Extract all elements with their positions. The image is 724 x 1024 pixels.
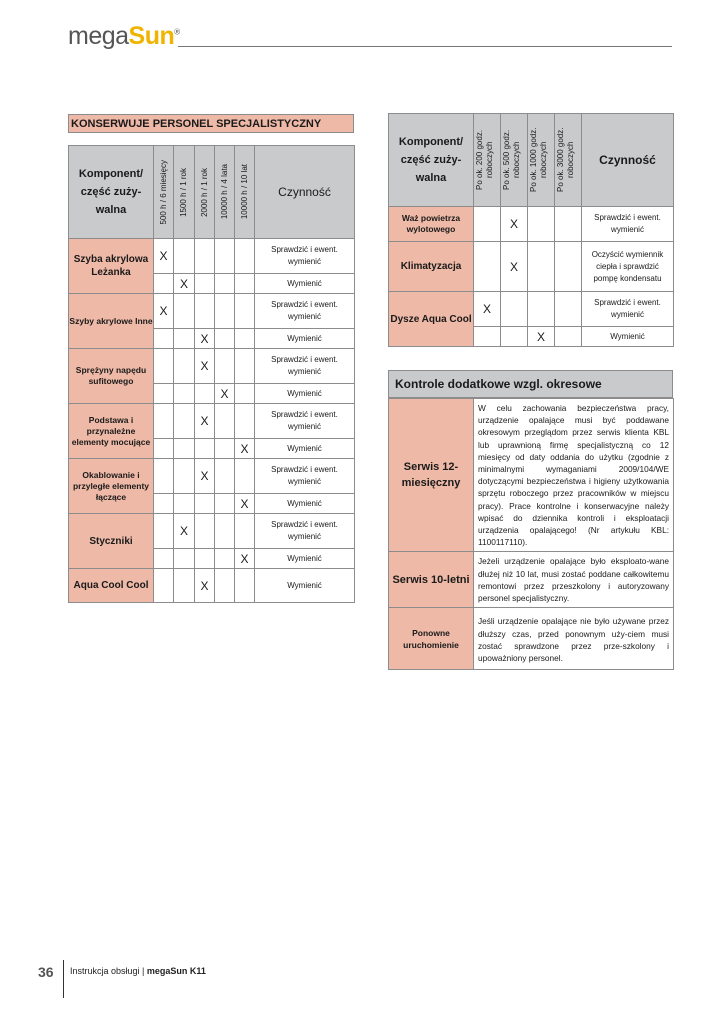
interval-mark (528, 207, 555, 242)
left-header-interval: 10000 h / 4 lata (215, 146, 235, 239)
interval-mark: X (195, 404, 215, 439)
page-number: 36 (38, 964, 54, 980)
interval-mark: X (474, 292, 501, 327)
component-cell: Szyba akrylowa Leżanka (69, 239, 154, 294)
interval-mark (174, 549, 195, 569)
control-text: Jeśli urządzenie opalające nie było używane przez dłuższy czas, przed ponownym uży-ciem musi zostać sprawdzone przez prze-szkolony i upoważniony personel. (474, 608, 674, 670)
left-table-title: KONSERWUJE PERSONEL SPECJALISTYCZNY (68, 114, 354, 133)
action-cell: Sprawdzić i ewent. wymienić (255, 404, 355, 439)
interval-mark (474, 207, 501, 242)
controls-table (388, 398, 674, 670)
right-maintenance-table (388, 113, 674, 347)
right-header-action: Czynność (582, 114, 674, 207)
interval-mark (154, 404, 174, 439)
action-cell: Wymienić (255, 549, 355, 569)
interval-mark: X (501, 242, 528, 292)
interval-mark (174, 239, 195, 274)
brand-logo: megaSun® (68, 22, 180, 50)
interval-mark (174, 349, 195, 384)
interval-mark (235, 514, 255, 549)
action-cell: Wymienić (255, 384, 355, 404)
controls-title: Kontrole dodatkowe wzgl. okresowe (388, 370, 673, 398)
right-header-component: Komponent/ część zuży-walna (389, 114, 474, 207)
interval-mark: X (174, 514, 195, 549)
interval-mark (235, 349, 255, 384)
interval-mark (215, 569, 235, 603)
interval-mark (195, 514, 215, 549)
action-cell: Sprawdzić i ewent. wymienić (255, 294, 355, 329)
left-header-interval: 500 h / 6 miesięcy (154, 146, 174, 239)
interval-mark (154, 549, 174, 569)
interval-mark (215, 404, 235, 439)
left-maintenance-table (68, 145, 355, 603)
action-cell: Wymienić (255, 569, 355, 603)
interval-mark: X (235, 439, 255, 459)
interval-mark: X (195, 569, 215, 603)
interval-mark (154, 274, 174, 294)
interval-mark (215, 239, 235, 274)
action-cell: Sprawdzić i ewent. wymienić (255, 514, 355, 549)
interval-mark (174, 439, 195, 459)
action-cell: Sprawdzić i ewent. wymienić (255, 349, 355, 384)
action-cell: Sprawdzić i ewent. wymienić (582, 207, 674, 242)
interval-mark: X (235, 494, 255, 514)
component-cell: Aqua Cool Cool (69, 569, 154, 603)
interval-mark (174, 384, 195, 404)
interval-mark (215, 274, 235, 294)
header-rule (178, 46, 672, 47)
interval-mark: X (215, 384, 235, 404)
interval-mark: X (235, 549, 255, 569)
interval-mark: X (528, 327, 555, 347)
interval-mark (215, 549, 235, 569)
interval-mark: X (195, 349, 215, 384)
right-header-interval: Po ok. 500 godz. roboczych (501, 114, 528, 207)
control-label: Ponowne uruchomienie (389, 608, 474, 670)
interval-mark (215, 459, 235, 494)
interval-mark (235, 384, 255, 404)
interval-mark (215, 349, 235, 384)
interval-mark: X (195, 329, 215, 349)
component-cell: Szyby akrylowe Inne (69, 294, 154, 349)
interval-mark (174, 459, 195, 494)
footer-text: Instrukcja obsługi | megaSun K11 (70, 966, 206, 976)
interval-mark (501, 292, 528, 327)
interval-mark (235, 239, 255, 274)
action-cell: Wymienić (255, 329, 355, 349)
right-header-interval: Po ok. 200 godz. roboczych (474, 114, 501, 207)
component-cell: Styczniki (69, 514, 154, 569)
component-cell: Sprężyny napędu sufitowego (69, 349, 154, 404)
control-label: Serwis 10-letni (389, 552, 474, 608)
interval-mark (555, 207, 582, 242)
interval-mark (235, 329, 255, 349)
interval-mark (235, 569, 255, 603)
action-cell: Wymienić (582, 327, 674, 347)
interval-mark (174, 569, 195, 603)
interval-mark: X (154, 239, 174, 274)
interval-mark (174, 329, 195, 349)
interval-mark (154, 349, 174, 384)
interval-mark (555, 327, 582, 347)
action-cell: Sprawdzić i ewent. wymienić (255, 239, 355, 274)
interval-mark (154, 569, 174, 603)
interval-mark (154, 494, 174, 514)
interval-mark (474, 242, 501, 292)
interval-mark (528, 292, 555, 327)
right-header-interval: Po ok. 1000 godz. roboczych (528, 114, 555, 207)
interval-mark (215, 494, 235, 514)
control-label: Serwis 12-miesięczny (389, 399, 474, 552)
interval-mark (195, 274, 215, 294)
interval-mark: X (195, 459, 215, 494)
left-header-interval: 2000 h / 1 rok (195, 146, 215, 239)
interval-mark (154, 439, 174, 459)
left-header-action: Czynność (255, 146, 355, 239)
interval-mark (195, 384, 215, 404)
interval-mark (154, 514, 174, 549)
action-cell: Sprawdzić i ewent. wymienić (582, 292, 674, 327)
interval-mark (195, 494, 215, 514)
interval-mark (235, 294, 255, 329)
interval-mark: X (154, 294, 174, 329)
interval-mark (215, 514, 235, 549)
action-cell: Wymienić (255, 439, 355, 459)
left-header-interval: 1500 h / 1 rok (174, 146, 195, 239)
interval-mark (195, 439, 215, 459)
component-cell: Dysze Aqua Cool (389, 292, 474, 347)
right-header-interval: Po ok. 3000 godz. roboczych (555, 114, 582, 207)
interval-mark (235, 459, 255, 494)
action-cell: Wymienić (255, 274, 355, 294)
interval-mark (154, 329, 174, 349)
interval-mark (215, 329, 235, 349)
interval-mark (174, 294, 195, 329)
interval-mark (215, 294, 235, 329)
interval-mark (474, 327, 501, 347)
interval-mark (235, 274, 255, 294)
component-cell: Podstawa i przynależne elementy mocujące (69, 404, 154, 459)
left-header-interval: 10000 h / 10 lat (235, 146, 255, 239)
control-text: Jeżeli urządzenie opalające było eksploato-wane dłużej niż 10 lat, musi zostać poddane całkowitemu remontowi przez przeszkolony i autoryzowany personel specjalistyczny. (474, 552, 674, 608)
interval-mark (174, 494, 195, 514)
interval-mark (174, 404, 195, 439)
control-text: W celu zachowania bezpieczeństwa pracy, urządzenie opalające musi być poddawane okresowym przeglądom przez serwis klienta KBL lub uprawnioną firmę specjalistyczną co 12 miesięcy od daty oddania do użytku (zgodnie z minimalnymi wymaganiami 2009/104/WE dotyczącymi bezpieczeństwa i higieny użytkowania sprzętu roboczego przez pracowników w miejscu pracy). Prace kontrolne i konserwacyjne należy wpisać do dziennika kontroli i eksploatacji urządzenia opalającego! (Nr artykułu KBL: 1100117110). (474, 399, 674, 552)
interval-mark (528, 242, 555, 292)
action-cell: Sprawdzić i ewent. wymienić (255, 459, 355, 494)
interval-mark: X (174, 274, 195, 294)
component-cell: Waż powietrza wylotowego (389, 207, 474, 242)
interval-mark (154, 459, 174, 494)
interval-mark (195, 549, 215, 569)
interval-mark (154, 384, 174, 404)
component-cell: Klimatyzacja (389, 242, 474, 292)
interval-mark (195, 239, 215, 274)
interval-mark (195, 294, 215, 329)
action-cell: Oczyścić wymiennik ciepła i sprawdzić pompę kondensatu (582, 242, 674, 292)
footer-divider (63, 960, 64, 998)
interval-mark (235, 404, 255, 439)
component-cell: Okablowanie i przyległe elementy łączące (69, 459, 154, 514)
interval-mark (215, 439, 235, 459)
action-cell: Wymienić (255, 494, 355, 514)
left-header-component: Komponent/ część zuży-walna (69, 146, 154, 239)
interval-mark (501, 327, 528, 347)
interval-mark: X (501, 207, 528, 242)
interval-mark (555, 242, 582, 292)
interval-mark (555, 292, 582, 327)
